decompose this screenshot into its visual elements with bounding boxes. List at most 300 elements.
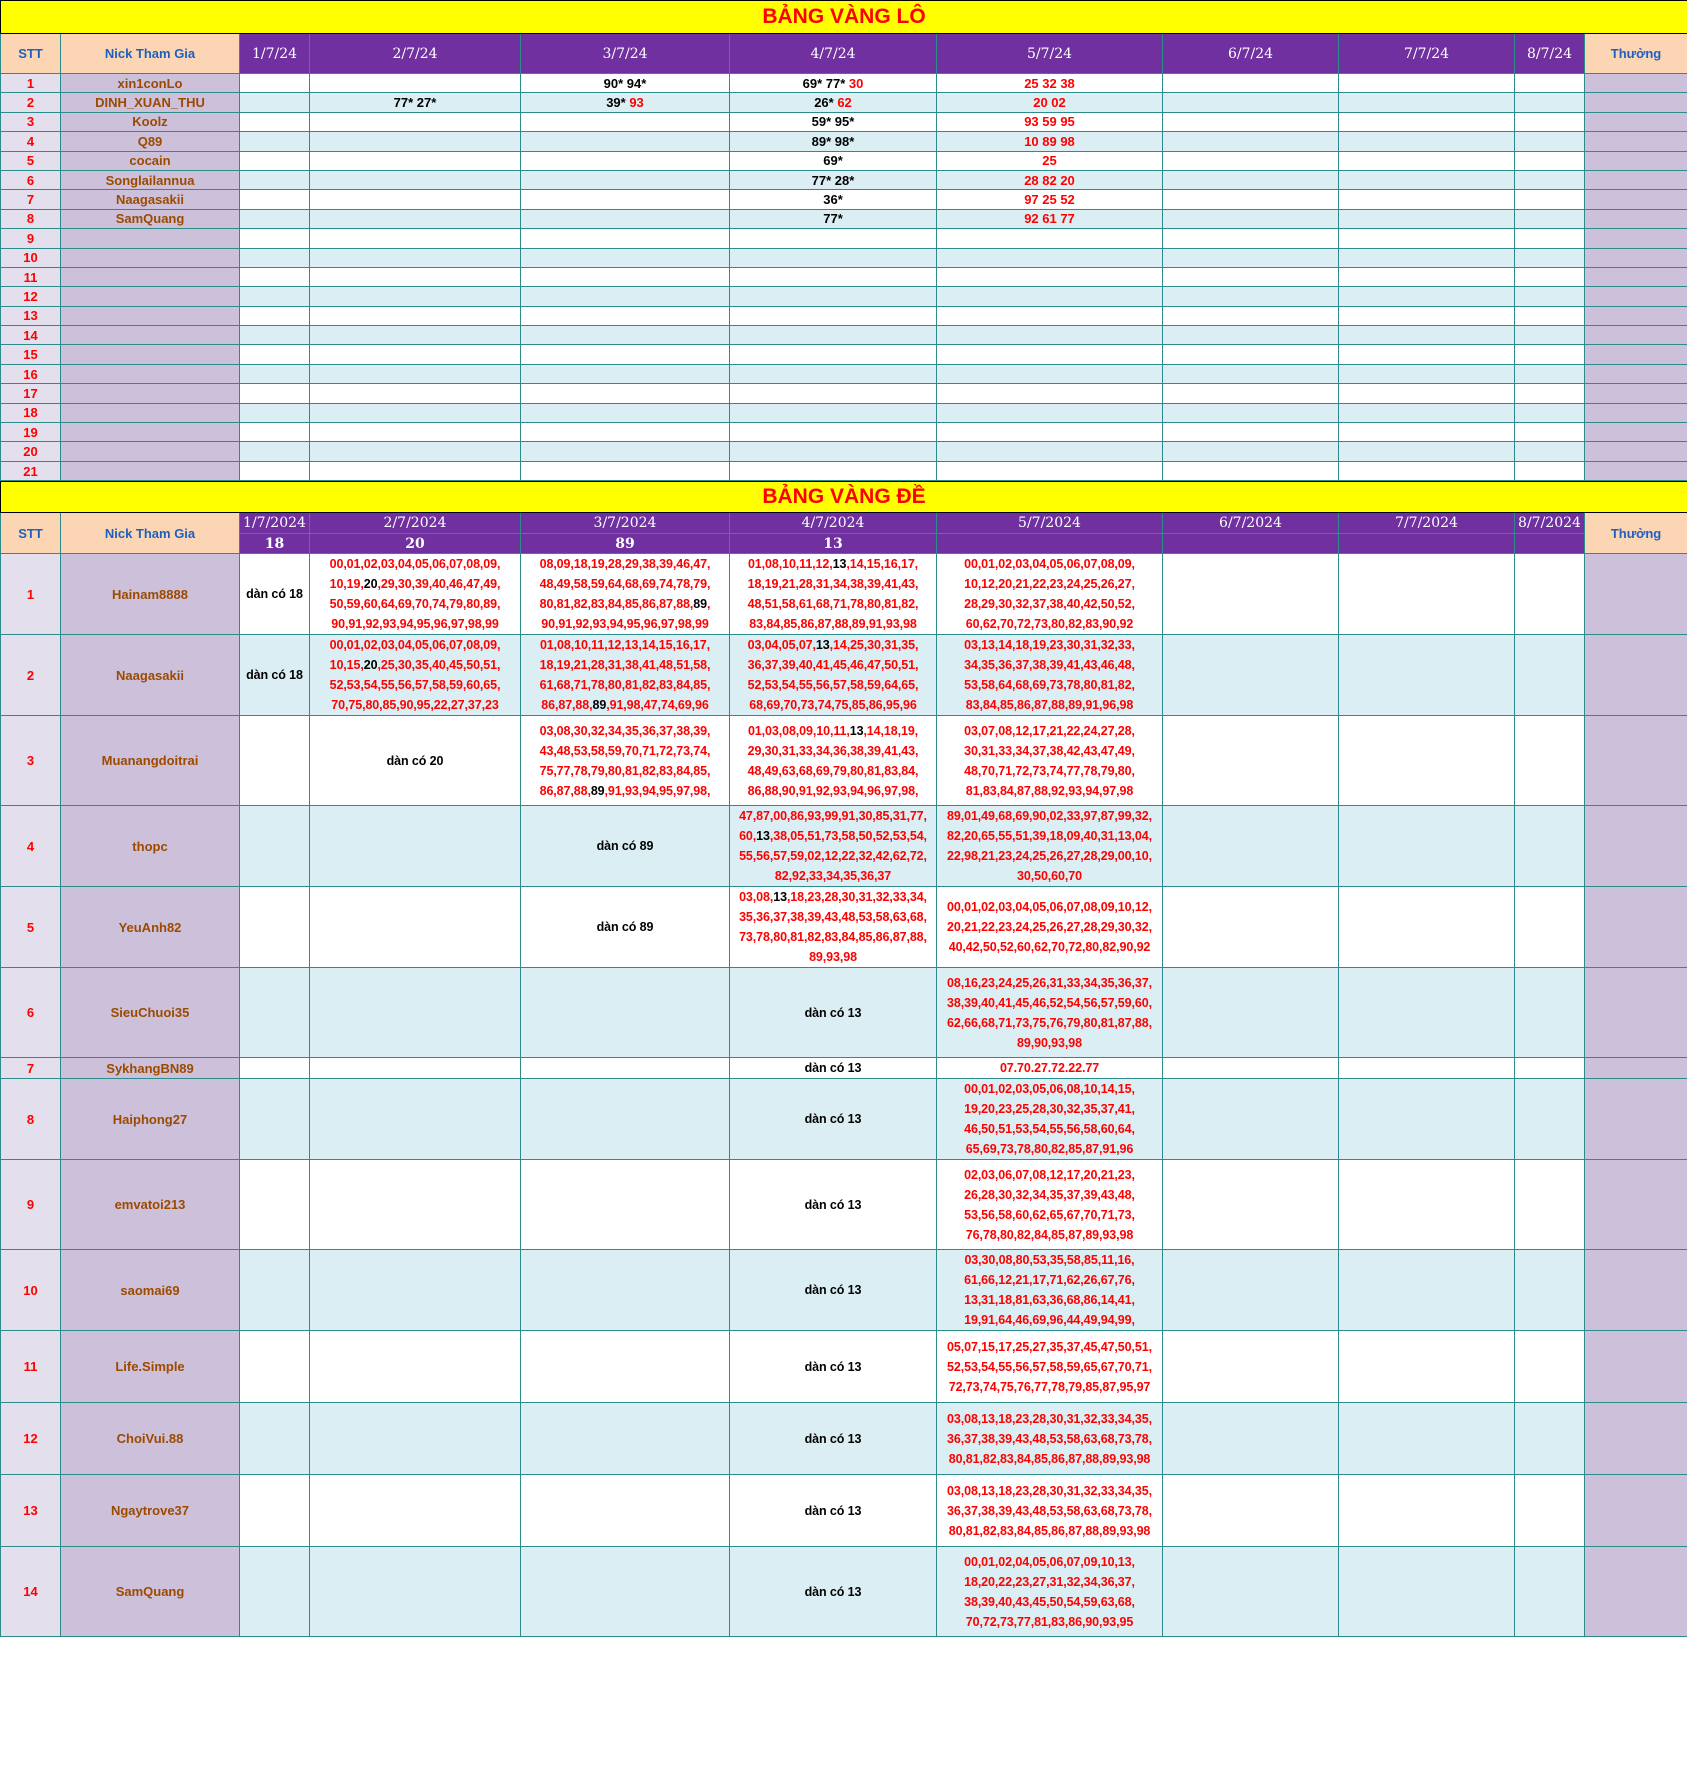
prize-cell[interactable] [1585,968,1687,1058]
pick-cell[interactable] [1339,1160,1515,1250]
pick-cell[interactable] [521,267,730,286]
pick-cell[interactable] [240,267,310,286]
pick-cell[interactable] [240,554,310,635]
pick-cell[interactable] [730,287,937,306]
pick-cell[interactable] [937,887,1163,968]
pick-cell[interactable] [1163,306,1339,325]
pick-cell[interactable] [521,326,730,345]
player-nick[interactable]: Life.Simple [61,1331,240,1403]
prize-cell[interactable] [1585,1475,1687,1547]
pick-cell[interactable] [521,635,730,716]
pick-cell[interactable] [937,170,1163,189]
pick-cell[interactable] [310,364,521,383]
player-nick[interactable]: emvatoi213 [61,1160,240,1250]
pick-cell[interactable] [1515,1331,1585,1403]
pick-cell[interactable] [310,806,521,887]
pick-cell[interactable] [310,1079,521,1160]
pick-cell[interactable] [240,1160,310,1250]
prize-cell[interactable] [1585,326,1687,345]
pick-cell[interactable] [730,442,937,461]
pick-cell[interactable] [1163,1403,1339,1475]
player-nick[interactable]: Q89 [61,132,240,151]
player-nick[interactable] [61,384,240,403]
pick-cell[interactable] [240,403,310,422]
pick-cell[interactable] [1339,93,1515,112]
player-nick[interactable] [61,403,240,422]
pick-cell[interactable] [937,1331,1163,1403]
pick-cell[interactable] [521,170,730,189]
pick-cell[interactable] [1515,423,1585,442]
pick-cell[interactable] [1515,384,1585,403]
pick-cell[interactable] [1339,1403,1515,1475]
pick-cell[interactable] [730,170,937,189]
pick-cell[interactable] [937,635,1163,716]
pick-cell[interactable] [240,461,310,480]
pick-cell[interactable] [937,345,1163,364]
pick-cell[interactable] [310,384,521,403]
prize-cell[interactable] [1585,151,1687,170]
pick-cell[interactable] [937,423,1163,442]
pick-cell[interactable] [1339,112,1515,131]
pick-cell[interactable] [1339,1475,1515,1547]
pick-cell[interactable] [1339,209,1515,228]
pick-cell[interactable] [730,554,937,635]
pick-cell[interactable] [1515,93,1585,112]
pick-cell[interactable] [310,461,521,480]
pick-cell[interactable] [1163,554,1339,635]
pick-cell[interactable] [937,132,1163,151]
pick-cell[interactable] [240,1331,310,1403]
pick-cell[interactable] [521,403,730,422]
pick-cell[interactable] [1163,326,1339,345]
prize-cell[interactable] [1585,364,1687,383]
prize-cell[interactable] [1585,423,1687,442]
player-nick[interactable]: Haiphong27 [61,1079,240,1160]
pick-cell[interactable] [730,1475,937,1547]
pick-cell[interactable] [730,151,937,170]
pick-cell[interactable] [1339,190,1515,209]
pick-cell[interactable] [1515,170,1585,189]
pick-cell[interactable] [310,170,521,189]
pick-cell[interactable] [1515,287,1585,306]
prize-cell[interactable] [1585,287,1687,306]
pick-cell[interactable] [1339,1058,1515,1079]
pick-cell[interactable] [521,1547,730,1637]
player-nick[interactable] [61,345,240,364]
pick-cell[interactable] [521,364,730,383]
pick-cell[interactable] [1515,1475,1585,1547]
pick-cell[interactable] [1163,229,1339,248]
prize-cell[interactable] [1585,1403,1687,1475]
pick-cell[interactable] [1515,229,1585,248]
pick-cell[interactable] [310,112,521,131]
pick-cell[interactable] [240,1058,310,1079]
player-nick[interactable] [61,306,240,325]
pick-cell[interactable] [937,190,1163,209]
pick-cell[interactable] [937,326,1163,345]
pick-cell[interactable] [1515,248,1585,267]
pick-cell[interactable] [937,716,1163,806]
pick-cell[interactable] [1163,345,1339,364]
pick-cell[interactable] [240,442,310,461]
pick-cell[interactable] [730,1331,937,1403]
pick-cell[interactable] [937,267,1163,286]
pick-cell[interactable] [1163,1058,1339,1079]
pick-cell[interactable] [521,248,730,267]
pick-cell[interactable] [730,1079,937,1160]
prize-cell[interactable] [1585,1160,1687,1250]
pick-cell[interactable] [310,267,521,286]
pick-cell[interactable] [310,968,521,1058]
player-nick[interactable]: saomai69 [61,1250,240,1331]
pick-cell[interactable] [240,345,310,364]
pick-cell[interactable] [1515,1079,1585,1160]
pick-cell[interactable] [1163,1547,1339,1637]
pick-cell[interactable] [1163,287,1339,306]
pick-cell[interactable] [1163,635,1339,716]
pick-cell[interactable] [310,306,521,325]
pick-cell[interactable] [310,1331,521,1403]
pick-cell[interactable] [1339,461,1515,480]
pick-cell[interactable] [1515,209,1585,228]
pick-cell[interactable] [310,423,521,442]
pick-cell[interactable] [521,112,730,131]
prize-cell[interactable] [1585,112,1687,131]
pick-cell[interactable] [240,716,310,806]
pick-cell[interactable] [1163,209,1339,228]
pick-cell[interactable] [240,1079,310,1160]
pick-cell[interactable] [937,112,1163,131]
pick-cell[interactable] [310,229,521,248]
pick-cell[interactable] [310,345,521,364]
pick-cell[interactable] [1163,968,1339,1058]
pick-cell[interactable] [1163,112,1339,131]
pick-cell[interactable] [1163,132,1339,151]
player-nick[interactable]: Naagasakii [61,635,240,716]
player-nick[interactable]: cocain [61,151,240,170]
pick-cell[interactable] [1515,716,1585,806]
pick-cell[interactable] [310,248,521,267]
pick-cell[interactable] [240,1403,310,1475]
pick-cell[interactable] [521,287,730,306]
prize-cell[interactable] [1585,74,1687,93]
pick-cell[interactable] [1515,554,1585,635]
pick-cell[interactable] [521,190,730,209]
pick-cell[interactable] [1163,442,1339,461]
pick-cell[interactable] [240,384,310,403]
pick-cell[interactable] [310,74,521,93]
pick-cell[interactable] [1515,1547,1585,1637]
pick-cell[interactable] [730,326,937,345]
pick-cell[interactable] [521,1331,730,1403]
pick-cell[interactable] [521,1079,730,1160]
pick-cell[interactable] [310,442,521,461]
pick-cell[interactable] [1339,1331,1515,1403]
pick-cell[interactable] [1339,968,1515,1058]
pick-cell[interactable] [310,635,521,716]
pick-cell[interactable] [1163,267,1339,286]
pick-cell[interactable] [240,112,310,131]
pick-cell[interactable] [730,306,937,325]
pick-cell[interactable] [730,1403,937,1475]
player-nick[interactable] [61,267,240,286]
pick-cell[interactable] [240,364,310,383]
player-nick[interactable]: thopc [61,806,240,887]
pick-cell[interactable] [1339,384,1515,403]
player-nick[interactable] [61,364,240,383]
pick-cell[interactable] [521,716,730,806]
pick-cell[interactable] [521,209,730,228]
player-nick[interactable]: Ngaytrove37 [61,1475,240,1547]
pick-cell[interactable] [1515,442,1585,461]
pick-cell[interactable] [310,1475,521,1547]
pick-cell[interactable] [521,1403,730,1475]
pick-cell[interactable] [1163,887,1339,968]
pick-cell[interactable] [937,93,1163,112]
pick-cell[interactable] [1515,364,1585,383]
pick-cell[interactable] [1515,112,1585,131]
pick-cell[interactable] [1163,806,1339,887]
pick-cell[interactable] [240,326,310,345]
pick-cell[interactable] [730,93,937,112]
pick-cell[interactable] [1339,151,1515,170]
pick-cell[interactable] [310,209,521,228]
pick-cell[interactable] [240,635,310,716]
player-nick[interactable] [61,229,240,248]
pick-cell[interactable] [1515,132,1585,151]
player-nick[interactable]: YeuAnh82 [61,887,240,968]
prize-cell[interactable] [1585,461,1687,480]
pick-cell[interactable] [240,170,310,189]
pick-cell[interactable] [1339,287,1515,306]
pick-cell[interactable] [1515,267,1585,286]
player-nick[interactable]: SykhangBN89 [61,1058,240,1079]
pick-cell[interactable] [1515,1250,1585,1331]
pick-cell[interactable] [730,364,937,383]
pick-cell[interactable] [310,1160,521,1250]
pick-cell[interactable] [310,1547,521,1637]
pick-cell[interactable] [1339,345,1515,364]
pick-cell[interactable] [937,384,1163,403]
pick-cell[interactable] [730,74,937,93]
pick-cell[interactable] [521,151,730,170]
pick-cell[interactable] [1163,364,1339,383]
pick-cell[interactable] [1515,306,1585,325]
pick-cell[interactable] [937,229,1163,248]
pick-cell[interactable] [1515,190,1585,209]
pick-cell[interactable] [240,1475,310,1547]
pick-cell[interactable] [521,442,730,461]
pick-cell[interactable] [1515,74,1585,93]
pick-cell[interactable] [521,968,730,1058]
pick-cell[interactable] [1163,384,1339,403]
pick-cell[interactable] [730,423,937,442]
prize-cell[interactable] [1585,806,1687,887]
pick-cell[interactable] [1515,403,1585,422]
pick-cell[interactable] [937,403,1163,422]
pick-cell[interactable] [937,1475,1163,1547]
pick-cell[interactable] [730,267,937,286]
pick-cell[interactable] [1163,1079,1339,1160]
pick-cell[interactable] [937,1058,1163,1079]
pick-cell[interactable] [521,887,730,968]
prize-cell[interactable] [1585,1058,1687,1079]
pick-cell[interactable] [937,248,1163,267]
pick-cell[interactable] [521,1160,730,1250]
pick-cell[interactable] [730,806,937,887]
prize-cell[interactable] [1585,248,1687,267]
pick-cell[interactable] [730,132,937,151]
pick-cell[interactable] [240,74,310,93]
pick-cell[interactable] [730,403,937,422]
player-nick[interactable]: SamQuang [61,209,240,228]
pick-cell[interactable] [1515,887,1585,968]
prize-cell[interactable] [1585,403,1687,422]
pick-cell[interactable] [240,132,310,151]
pick-cell[interactable] [521,423,730,442]
pick-cell[interactable] [310,287,521,306]
pick-cell[interactable] [240,423,310,442]
pick-cell[interactable] [1339,716,1515,806]
pick-cell[interactable] [1339,306,1515,325]
pick-cell[interactable] [1339,132,1515,151]
pick-cell[interactable] [1515,968,1585,1058]
pick-cell[interactable] [521,554,730,635]
pick-cell[interactable] [730,209,937,228]
pick-cell[interactable] [521,1058,730,1079]
pick-cell[interactable] [937,1403,1163,1475]
pick-cell[interactable] [1339,267,1515,286]
pick-cell[interactable] [1339,229,1515,248]
pick-cell[interactable] [1339,364,1515,383]
pick-cell[interactable] [937,554,1163,635]
pick-cell[interactable] [937,1079,1163,1160]
pick-cell[interactable] [1339,1250,1515,1331]
player-nick[interactable]: Hainam8888 [61,554,240,635]
pick-cell[interactable] [937,306,1163,325]
pick-cell[interactable] [1163,403,1339,422]
pick-cell[interactable] [1339,806,1515,887]
pick-cell[interactable] [240,1250,310,1331]
pick-cell[interactable] [521,384,730,403]
pick-cell[interactable] [240,151,310,170]
pick-cell[interactable] [730,345,937,364]
pick-cell[interactable] [730,887,937,968]
pick-cell[interactable] [240,287,310,306]
pick-cell[interactable] [1163,151,1339,170]
pick-cell[interactable] [310,132,521,151]
pick-cell[interactable] [310,93,521,112]
pick-cell[interactable] [937,287,1163,306]
pick-cell[interactable] [1163,170,1339,189]
pick-cell[interactable] [937,1547,1163,1637]
pick-cell[interactable] [1339,74,1515,93]
pick-cell[interactable] [937,806,1163,887]
pick-cell[interactable] [240,190,310,209]
pick-cell[interactable] [730,635,937,716]
player-nick[interactable] [61,461,240,480]
prize-cell[interactable] [1585,1547,1687,1637]
prize-cell[interactable] [1585,1331,1687,1403]
pick-cell[interactable] [1339,326,1515,345]
player-nick[interactable]: ChoiVui.88 [61,1403,240,1475]
pick-cell[interactable] [937,151,1163,170]
pick-cell[interactable] [521,93,730,112]
pick-cell[interactable] [521,132,730,151]
prize-cell[interactable] [1585,229,1687,248]
pick-cell[interactable] [1515,151,1585,170]
pick-cell[interactable] [1339,1547,1515,1637]
pick-cell[interactable] [310,1403,521,1475]
pick-cell[interactable] [730,112,937,131]
pick-cell[interactable] [1163,1160,1339,1250]
pick-cell[interactable] [1339,442,1515,461]
pick-cell[interactable] [310,190,521,209]
prize-cell[interactable] [1585,554,1687,635]
pick-cell[interactable] [937,74,1163,93]
prize-cell[interactable] [1585,306,1687,325]
pick-cell[interactable] [1163,423,1339,442]
pick-cell[interactable] [730,716,937,806]
pick-cell[interactable] [1339,248,1515,267]
pick-cell[interactable] [1339,170,1515,189]
pick-cell[interactable] [240,209,310,228]
pick-cell[interactable] [1163,190,1339,209]
pick-cell[interactable] [240,248,310,267]
pick-cell[interactable] [1515,1058,1585,1079]
pick-cell[interactable] [240,93,310,112]
pick-cell[interactable] [521,461,730,480]
pick-cell[interactable] [937,442,1163,461]
pick-cell[interactable] [310,887,521,968]
pick-cell[interactable] [1339,423,1515,442]
player-nick[interactable]: Koolz [61,112,240,131]
prize-cell[interactable] [1585,190,1687,209]
prize-cell[interactable] [1585,170,1687,189]
pick-cell[interactable] [937,1160,1163,1250]
player-nick[interactable]: xin1conLo [61,74,240,93]
pick-cell[interactable] [1515,461,1585,480]
pick-cell[interactable] [310,326,521,345]
pick-cell[interactable] [521,74,730,93]
pick-cell[interactable] [310,1058,521,1079]
pick-cell[interactable] [1515,1403,1585,1475]
pick-cell[interactable] [1515,345,1585,364]
player-nick[interactable] [61,248,240,267]
pick-cell[interactable] [310,1250,521,1331]
pick-cell[interactable] [1515,635,1585,716]
pick-cell[interactable] [521,306,730,325]
player-nick[interactable] [61,326,240,345]
prize-cell[interactable] [1585,716,1687,806]
prize-cell[interactable] [1585,93,1687,112]
pick-cell[interactable] [937,1250,1163,1331]
pick-cell[interactable] [730,968,937,1058]
pick-cell[interactable] [310,403,521,422]
player-nick[interactable] [61,442,240,461]
pick-cell[interactable] [310,554,521,635]
pick-cell[interactable] [521,1250,730,1331]
player-nick[interactable]: Muanangdoitrai [61,716,240,806]
pick-cell[interactable] [1339,1079,1515,1160]
prize-cell[interactable] [1585,1079,1687,1160]
pick-cell[interactable] [1339,554,1515,635]
prize-cell[interactable] [1585,209,1687,228]
pick-cell[interactable] [521,806,730,887]
pick-cell[interactable] [1515,326,1585,345]
pick-cell[interactable] [730,1250,937,1331]
pick-cell[interactable] [937,461,1163,480]
